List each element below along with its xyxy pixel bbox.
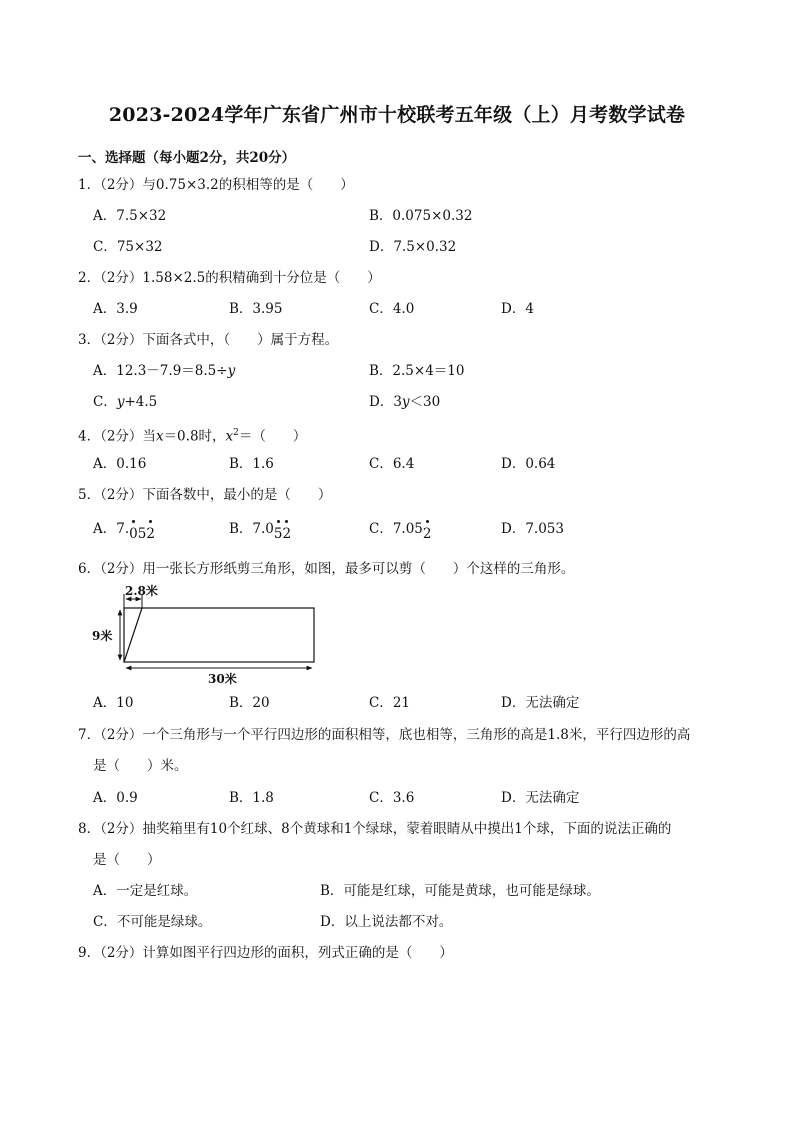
q8-option-c[interactable]: C．不可能是绿球。 — [93, 914, 212, 930]
q2-option-a[interactable]: A．3.9 — [93, 301, 138, 317]
q4-var-x2: x — [225, 428, 234, 445]
q1-option-b[interactable]: B．0.075×0.32 — [369, 208, 473, 224]
q4-exponent: 2 — [233, 428, 239, 438]
question-4 — [78, 424, 306, 446]
q5-a-digit-2: 5 — [137, 526, 147, 542]
q5-a-digit-1: 0 — [129, 525, 138, 543]
fig-label-left: 9米 — [92, 629, 113, 643]
q2-option-d[interactable]: D．4 — [501, 301, 534, 317]
q4-stem-post: ＝（ ） — [238, 428, 307, 445]
q5-b-digit-1: 5 — [274, 525, 283, 543]
rectangle-figure — [90, 582, 322, 688]
q4-option-a[interactable]: A．0.16 — [93, 456, 147, 472]
q7-option-c[interactable]: C．3.6 — [369, 790, 415, 806]
question-5: 5．（2分）下面各数中，最小的是（ ） — [78, 487, 332, 503]
q3-a-var: y — [227, 363, 236, 379]
q6-option-d[interactable]: D．无法确定 — [501, 695, 580, 711]
q7-option-d[interactable]: D．无法确定 — [501, 790, 580, 806]
section-heading: 一、选择题（每小题2分，共20分） — [78, 150, 296, 166]
question-2: 2．（2分）1.58×2.5的积精确到十分位是（ ） — [78, 270, 381, 286]
q1-option-a[interactable]: A．7.5×32 — [93, 208, 167, 224]
q5-option-b[interactable] — [229, 520, 292, 542]
q3-option-d[interactable] — [369, 393, 440, 411]
q3-option-a[interactable] — [93, 362, 235, 380]
rectangle-outline — [124, 608, 314, 662]
q1-option-d[interactable]: D．7.5×0.32 — [369, 239, 457, 255]
q4-option-c[interactable]: C．6.4 — [369, 456, 415, 472]
q5-c-digit-1: 2 — [423, 525, 432, 543]
q7-option-b[interactable]: B．1.8 — [229, 790, 274, 806]
repeat-dot-icon — [285, 520, 288, 523]
q6-option-a[interactable]: A．10 — [93, 695, 134, 711]
repeat-dot-icon — [277, 520, 280, 523]
repeat-dot-icon — [149, 520, 152, 523]
triangle-edge — [124, 608, 142, 662]
question-8-cont: 是（ ） — [93, 852, 161, 868]
question-7: 7．（2分）一个三角形与一个平行四边形的面积相等，底也相等，三角形的高是1.8米，平行四边形的高 — [78, 727, 691, 743]
q5-option-c[interactable] — [369, 520, 432, 542]
q5-a-digit-3: 2 — [146, 525, 155, 543]
question-9: 9．（2分）计算如图平行四边形的面积，列式正确的是（ ） — [78, 945, 453, 961]
q3-c-text: +4.5 — [124, 394, 158, 410]
question-1: 1．（2分）与0.75×3.2的积相等的是（ ） — [78, 177, 354, 193]
q3-option-c[interactable] — [93, 393, 157, 411]
q3-d-label: D．3 — [369, 394, 402, 410]
q3-d-text: ＜30 — [409, 394, 441, 410]
q2-option-b[interactable]: B．3.95 — [229, 301, 283, 317]
question-3: 3．（2分）下面各式中，（ ）属于方程。 — [78, 332, 339, 348]
q5-option-a[interactable] — [93, 520, 155, 542]
q1-option-c[interactable]: C．75×32 — [93, 239, 163, 255]
q8-option-b[interactable]: B．可能是红球，可能是黄球，也可能是绿球。 — [320, 883, 600, 899]
q3-d-var: y — [401, 394, 410, 410]
page-title: 2023-2024学年广东省广州市十校联考五年级（上）月考数学试卷 — [108, 104, 686, 126]
q5-option-d[interactable]: D．7.053 — [501, 521, 564, 537]
q4-var-x: x — [155, 428, 164, 445]
q4-stem-pre: 4．（2分）当 — [78, 428, 156, 445]
q6-option-c[interactable]: C．21 — [369, 695, 411, 711]
q5-b-digit-2: 2 — [282, 525, 291, 543]
q2-option-c[interactable]: C．4.0 — [369, 301, 415, 317]
q3-a-text: A．12.3－7.9＝8.5÷ — [93, 363, 228, 379]
repeat-dot-icon — [132, 520, 135, 523]
q4-option-b[interactable]: B．1.6 — [229, 456, 274, 472]
q6-option-b[interactable]: B．20 — [229, 695, 270, 711]
q3-option-b[interactable]: B．2.5×4＝10 — [369, 363, 465, 379]
q8-option-d[interactable]: D．以上说法都不对。 — [320, 914, 453, 930]
q8-option-a[interactable]: A．一定是红球。 — [93, 883, 198, 899]
q4-option-d[interactable]: D．0.64 — [501, 456, 556, 472]
q5-a-label: A．7. — [93, 521, 130, 537]
q5-c-label: C．7.05 — [369, 521, 423, 537]
question-8: 8．（2分）抽奖箱里有10个红球、8个黄球和1个绿球，蒙着眼睛从中摸出1个球，下面的说法正确的 — [78, 821, 672, 837]
question-6: 6．（2分）用一张长方形纸剪三角形，如图，最多可以剪（ ）个这样的三角形。 — [78, 561, 575, 577]
question-7-cont: 是（ ）米。 — [93, 758, 188, 774]
q3-c-label: C． — [93, 394, 117, 410]
fig-label-bottom: 30米 — [208, 672, 237, 686]
fig-label-top: 2.8米 — [125, 584, 158, 598]
q3-c-var: y — [116, 394, 125, 410]
q5-b-label: B．7.0 — [229, 521, 274, 537]
q7-option-a[interactable]: A．0.9 — [93, 790, 138, 806]
q4-stem-mid: ＝0.8时， — [163, 428, 226, 445]
repeat-dot-icon — [426, 520, 429, 523]
